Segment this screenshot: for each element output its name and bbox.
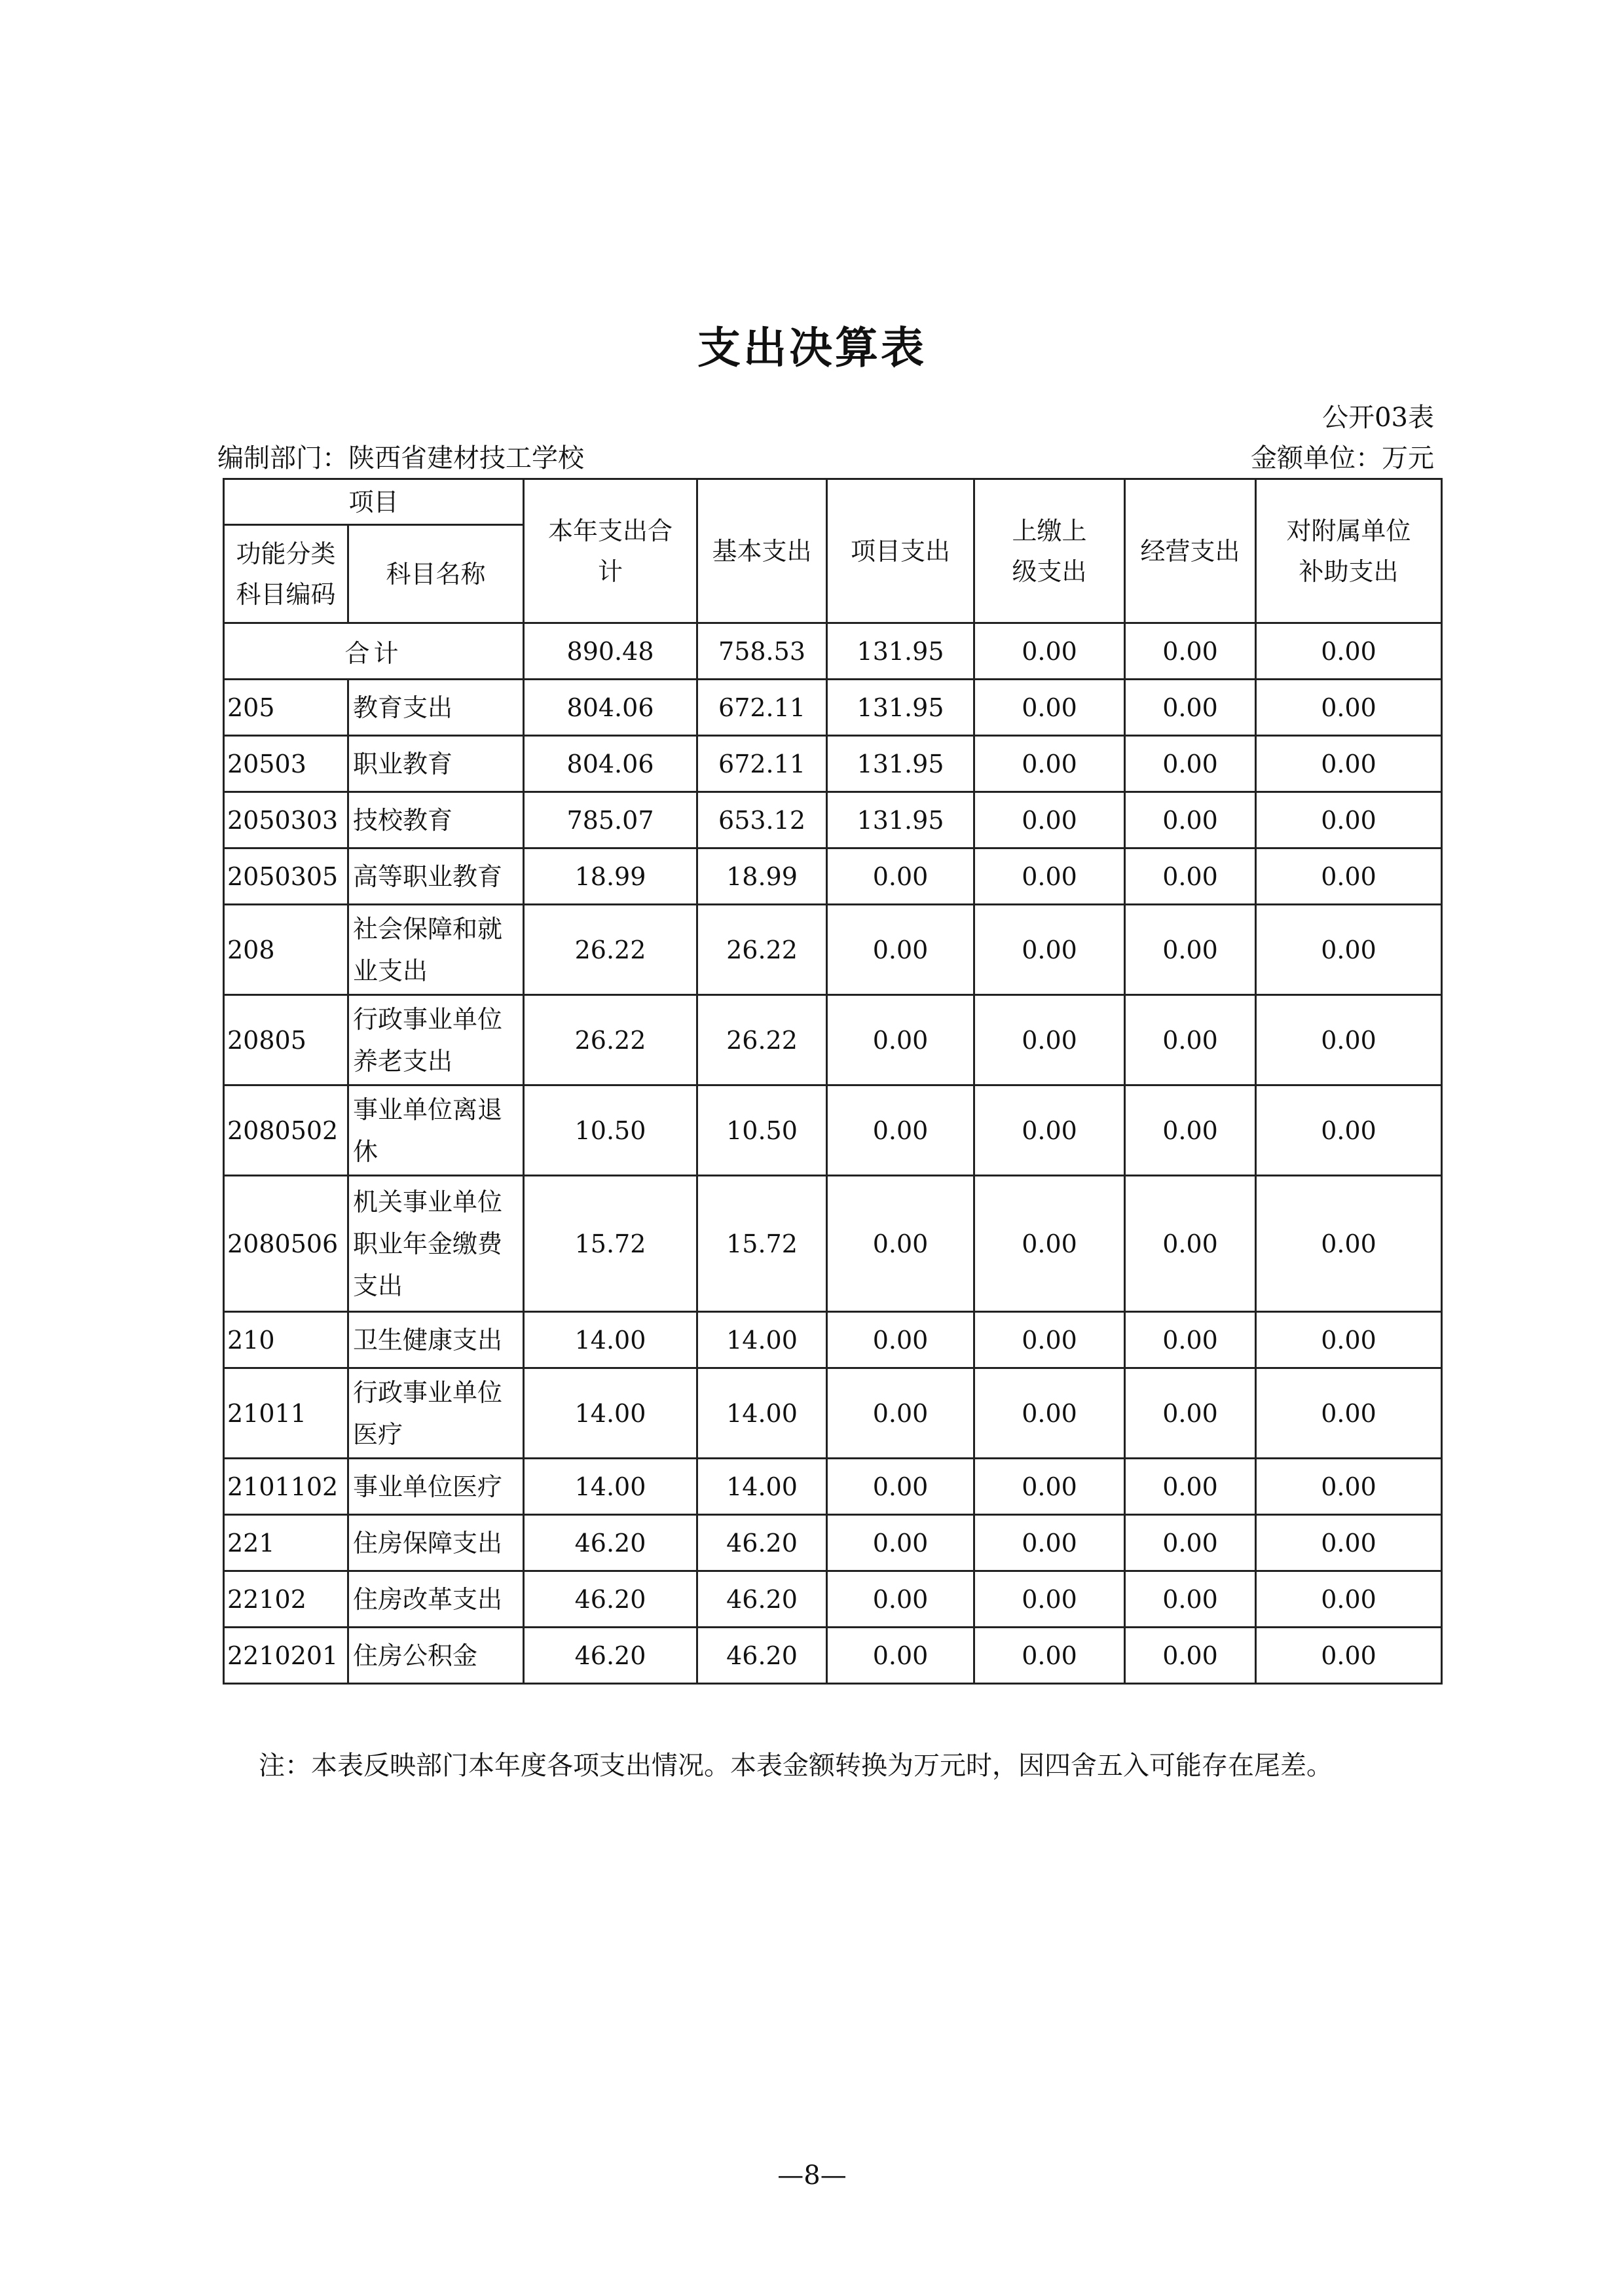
row-value: 0.00 — [1256, 848, 1442, 905]
row-value: 0.00 — [1125, 792, 1256, 848]
total-cell: 131.95 — [827, 623, 974, 680]
table-row — [224, 1515, 1442, 1571]
row-value: 14.00 — [524, 1459, 697, 1515]
table-row — [224, 848, 1442, 905]
row-value: 0.00 — [974, 1176, 1125, 1312]
header-total: 本年支出合计 — [524, 479, 697, 623]
row-value: 46.20 — [697, 1628, 827, 1684]
row-value: 0.00 — [827, 1515, 974, 1571]
row-code: 2050305 — [224, 848, 348, 905]
row-value: 46.20 — [697, 1515, 827, 1571]
table-row — [224, 1571, 1442, 1628]
header-project: 项目支出 — [827, 479, 974, 623]
row-name: 社会保障和就业支出 — [348, 905, 524, 995]
row-value: 0.00 — [827, 1459, 974, 1515]
footnote: 注：本表反映部门本年度各项支出情况。本表金额转换为万元时，因四舍五入可能存在尾差。 — [259, 1751, 1333, 1781]
row-value: 653.12 — [697, 792, 827, 848]
row-value: 0.00 — [1256, 995, 1442, 1085]
row-value: 0.00 — [827, 1571, 974, 1628]
row-value: 0.00 — [827, 1628, 974, 1684]
row-name: 高等职业教育 — [348, 848, 524, 905]
row-value: 785.07 — [524, 792, 697, 848]
row-value: 0.00 — [1125, 1515, 1256, 1571]
row-value: 0.00 — [974, 1459, 1125, 1515]
table-row — [224, 792, 1442, 848]
row-value: 14.00 — [524, 1368, 697, 1459]
header-upper: 上缴上级支出 — [974, 479, 1125, 623]
row-value: 0.00 — [827, 1312, 974, 1368]
total-cell: 890.48 — [524, 623, 697, 680]
row-value: 0.00 — [827, 905, 974, 995]
row-value: 15.72 — [697, 1176, 827, 1312]
row-value: 26.22 — [524, 905, 697, 995]
row-name: 职业教育 — [348, 736, 524, 792]
row-code: 208 — [224, 905, 348, 995]
row-value: 0.00 — [1256, 1085, 1442, 1176]
header-business: 经营支出 — [1125, 479, 1256, 623]
row-value: 0.00 — [974, 905, 1125, 995]
table-row — [224, 1176, 1442, 1312]
row-code: 2050303 — [224, 792, 348, 848]
row-value: 14.00 — [697, 1312, 827, 1368]
row-value: 0.00 — [1125, 1085, 1256, 1176]
row-value: 0.00 — [974, 995, 1125, 1085]
table-row — [224, 736, 1442, 792]
total-cell: 0.00 — [974, 623, 1125, 680]
table-row — [224, 1085, 1442, 1176]
row-name: 住房公积金 — [348, 1628, 524, 1684]
row-value: 0.00 — [974, 736, 1125, 792]
table-row — [224, 1368, 1442, 1459]
row-name: 行政事业单位医疗 — [348, 1368, 524, 1459]
row-value: 0.00 — [1125, 1176, 1256, 1312]
row-value: 0.00 — [1125, 736, 1256, 792]
row-value: 10.50 — [524, 1085, 697, 1176]
row-value: 804.06 — [524, 680, 697, 736]
total-label: 合计 — [224, 623, 524, 680]
header-name: 科目名称 — [348, 525, 524, 623]
total-row — [224, 623, 1442, 680]
form-number: 公开03表 — [1322, 403, 1434, 433]
table-row — [224, 680, 1442, 736]
row-value: 0.00 — [1256, 1368, 1442, 1459]
row-code: 210 — [224, 1312, 348, 1368]
row-code: 21011 — [224, 1368, 348, 1459]
row-name: 卫生健康支出 — [348, 1312, 524, 1368]
header-subsidy: 对附属单位补助支出 — [1256, 479, 1442, 623]
table-row — [224, 1628, 1442, 1684]
row-code: 2080502 — [224, 1085, 348, 1176]
row-value: 0.00 — [1125, 1312, 1256, 1368]
unit-label: 金额单位：万元 — [1251, 443, 1434, 473]
row-value: 0.00 — [1256, 736, 1442, 792]
department-label: 编制部门：陕西省建材技工学校 — [217, 443, 584, 473]
row-value: 0.00 — [1256, 1628, 1442, 1684]
row-value: 0.00 — [974, 1312, 1125, 1368]
table-row — [224, 1312, 1442, 1368]
row-value: 26.22 — [524, 995, 697, 1085]
row-value: 0.00 — [1125, 995, 1256, 1085]
row-value: 0.00 — [1256, 1571, 1442, 1628]
page-title: 支出决算表 — [697, 322, 927, 373]
row-value: 14.00 — [524, 1312, 697, 1368]
row-value: 14.00 — [697, 1368, 827, 1459]
row-value: 0.00 — [1125, 848, 1256, 905]
row-value: 46.20 — [524, 1628, 697, 1684]
row-value: 0.00 — [1125, 1459, 1256, 1515]
row-code: 20805 — [224, 995, 348, 1085]
total-cell: 0.00 — [1125, 623, 1256, 680]
row-value: 0.00 — [827, 848, 974, 905]
header-basic: 基本支出 — [697, 479, 827, 623]
row-name: 机关事业单位职业年金缴费支出 — [348, 1176, 524, 1312]
expenditure-table — [223, 478, 1443, 1685]
row-code: 20503 — [224, 736, 348, 792]
row-value: 0.00 — [1256, 1459, 1442, 1515]
row-value: 0.00 — [1125, 1368, 1256, 1459]
row-value: 131.95 — [827, 792, 974, 848]
row-value: 15.72 — [524, 1176, 697, 1312]
row-value: 10.50 — [697, 1085, 827, 1176]
table-row — [224, 995, 1442, 1085]
row-value: 0.00 — [974, 848, 1125, 905]
row-value: 0.00 — [1125, 1628, 1256, 1684]
row-name: 技校教育 — [348, 792, 524, 848]
row-code: 2101102 — [224, 1459, 348, 1515]
row-value: 0.00 — [1256, 1176, 1442, 1312]
row-value: 0.00 — [974, 1515, 1125, 1571]
row-value: 0.00 — [827, 1085, 974, 1176]
row-value: 0.00 — [974, 1085, 1125, 1176]
row-value: 0.00 — [974, 1628, 1125, 1684]
row-value: 0.00 — [827, 1368, 974, 1459]
row-value: 14.00 — [697, 1459, 827, 1515]
row-value: 0.00 — [974, 680, 1125, 736]
table-row — [224, 905, 1442, 995]
row-value: 0.00 — [974, 1368, 1125, 1459]
total-cell: 0.00 — [1256, 623, 1442, 680]
row-value: 0.00 — [974, 792, 1125, 848]
row-value: 0.00 — [1256, 905, 1442, 995]
row-value: 0.00 — [827, 995, 974, 1085]
header-item: 项目 — [224, 479, 524, 525]
row-value: 0.00 — [1125, 1571, 1256, 1628]
row-value: 131.95 — [827, 680, 974, 736]
row-value: 0.00 — [1256, 792, 1442, 848]
row-value: 0.00 — [1125, 905, 1256, 995]
table-row — [224, 1459, 1442, 1515]
row-value: 672.11 — [697, 736, 827, 792]
row-value: 0.00 — [827, 1176, 974, 1312]
row-code: 2210201 — [224, 1628, 348, 1684]
row-value: 18.99 — [697, 848, 827, 905]
row-value: 0.00 — [974, 1571, 1125, 1628]
row-value: 0.00 — [1256, 1312, 1442, 1368]
row-value: 131.95 — [827, 736, 974, 792]
row-name: 行政事业单位养老支出 — [348, 995, 524, 1085]
row-value: 672.11 — [697, 680, 827, 736]
row-value: 804.06 — [524, 736, 697, 792]
row-name: 住房改革支出 — [348, 1571, 524, 1628]
total-cell: 758.53 — [697, 623, 827, 680]
row-name: 住房保障支出 — [348, 1515, 524, 1571]
row-value: 0.00 — [1256, 680, 1442, 736]
page-number: —8— — [777, 2160, 847, 2191]
row-value: 0.00 — [1256, 1515, 1442, 1571]
header-code: 功能分类科目编码 — [224, 525, 348, 623]
row-value: 46.20 — [524, 1571, 697, 1628]
row-name: 事业单位离退休 — [348, 1085, 524, 1176]
row-value: 46.20 — [697, 1571, 827, 1628]
row-value: 18.99 — [524, 848, 697, 905]
row-value: 26.22 — [697, 995, 827, 1085]
row-code: 22102 — [224, 1571, 348, 1628]
row-code: 2080506 — [224, 1176, 348, 1312]
row-value: 26.22 — [697, 905, 827, 995]
row-name: 教育支出 — [348, 680, 524, 736]
row-value: 0.00 — [1125, 680, 1256, 736]
row-value: 46.20 — [524, 1515, 697, 1571]
row-code: 221 — [224, 1515, 348, 1571]
row-name: 事业单位医疗 — [348, 1459, 524, 1515]
row-code: 205 — [224, 680, 348, 736]
